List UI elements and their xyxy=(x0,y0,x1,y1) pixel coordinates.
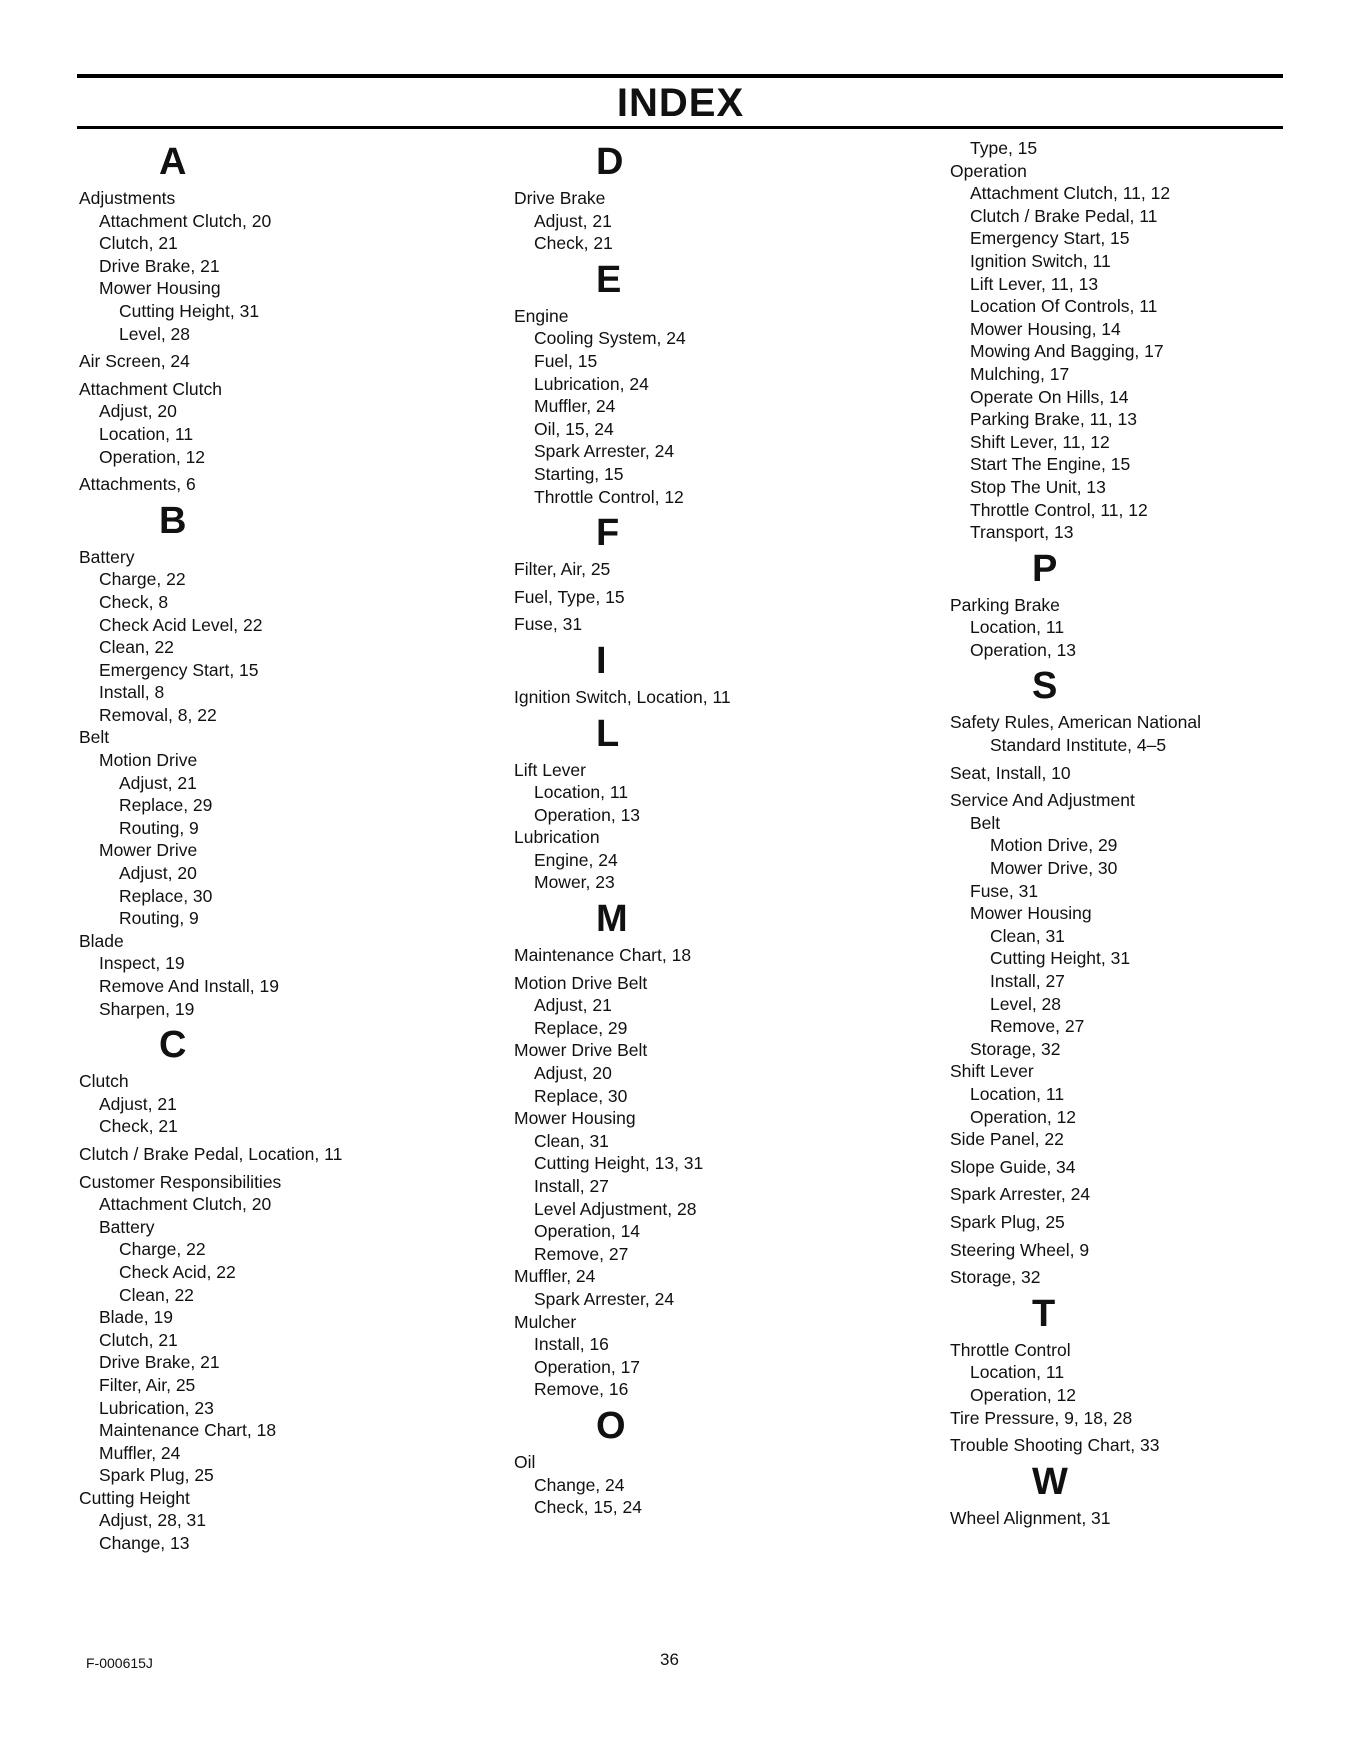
section-letter: D xyxy=(596,141,624,183)
index-subentry: Parking Brake, 11, 13 xyxy=(970,409,1137,430)
index-subentry: Clean, 22 xyxy=(99,637,174,658)
section-letter: E xyxy=(596,258,622,301)
index-subentry: Level, 28 xyxy=(119,323,191,344)
index-subentry: Spark Plug, 25 xyxy=(99,1465,214,1486)
index-subentry: Replace, 30 xyxy=(534,1085,628,1106)
index-entry: Lubrication xyxy=(514,827,600,848)
index-entry: Attachment Clutch xyxy=(79,378,222,399)
index-entry: Clutch / Brake Pedal, Location, 11 xyxy=(79,1143,343,1164)
index-entry: Engine xyxy=(514,305,569,326)
index-subentry: Location, 11 xyxy=(970,617,1065,638)
index-subentry: Muffler, 24 xyxy=(99,1442,181,1463)
index-subentry: Check Acid Level, 22 xyxy=(99,614,263,635)
index-entry: Fuse, 31 xyxy=(514,614,583,635)
index-entry: Side Panel, 22 xyxy=(950,1129,1064,1150)
index-subentry: Adjust, 20 xyxy=(99,401,177,422)
index-subentry: Change, 13 xyxy=(99,1533,190,1554)
index-subentry: Mower Housing xyxy=(99,278,221,299)
index-subentry: Mowing And Bagging, 17 xyxy=(970,341,1164,362)
index-subentry: Lubrication, 23 xyxy=(99,1397,214,1418)
index-subentry: Clean, 31 xyxy=(990,925,1065,946)
index-subentry: Blade, 19 xyxy=(99,1307,173,1328)
index-subentry: Check, 15, 24 xyxy=(534,1497,642,1518)
index-entry: Cutting Height xyxy=(79,1487,190,1508)
section-letter: O xyxy=(596,1404,626,1447)
index-entry: Steering Wheel, 9 xyxy=(950,1239,1090,1260)
index-subentry: Location, 11 xyxy=(970,1083,1065,1104)
index-subentry: Muffler, 24 xyxy=(534,396,616,417)
section-letter: T xyxy=(1032,1292,1056,1335)
index-subentry: Storage, 32 xyxy=(970,1038,1061,1059)
section-letter: W xyxy=(1032,1460,1068,1503)
index-subentry: Check Acid, 22 xyxy=(119,1261,236,1282)
document-code: F-000615J xyxy=(86,1655,153,1671)
index-subentry: Clean, 31 xyxy=(534,1130,609,1151)
index-subentry: Mower Drive xyxy=(99,840,198,861)
index-entry: Parking Brake xyxy=(950,594,1060,615)
index-subentry: Start The Engine, 15 xyxy=(970,454,1131,475)
section-letter: B xyxy=(159,499,187,542)
index-entry: Mower Housing xyxy=(514,1108,636,1129)
index-subentry: Operate On Hills, 14 xyxy=(970,386,1129,407)
index-entry: Belt xyxy=(79,727,110,748)
index-subentry: Lubrication, 24 xyxy=(534,373,649,394)
index-entry: Customer Responsibilities xyxy=(79,1171,282,1192)
index-subentry: Adjust, 28, 31 xyxy=(99,1510,207,1531)
index-subentry: Adjust, 21 xyxy=(534,995,612,1016)
index-subentry: Ignition Switch, 11 xyxy=(970,250,1111,271)
index-subentry: Location Of Controls, 11 xyxy=(970,296,1158,317)
index-entry: Battery xyxy=(79,546,135,567)
index-subentry: Oil, 15, 24 xyxy=(534,418,614,439)
index-subentry: Replace, 30 xyxy=(119,885,213,906)
index-subentry: Filter, Air, 25 xyxy=(99,1374,196,1395)
index-entry: Oil xyxy=(514,1451,536,1472)
index-subentry: Sharpen, 19 xyxy=(99,998,195,1019)
index-subentry: Remove, 27 xyxy=(534,1243,629,1264)
index-entry: Drive Brake xyxy=(514,188,606,208)
index-subentry: Attachment Clutch, 20 xyxy=(99,210,272,231)
index-subentry: Emergency Start, 15 xyxy=(970,228,1130,249)
index-entry: Spark Plug, 25 xyxy=(950,1211,1065,1232)
index-column-3 xyxy=(950,137,1350,1529)
index-entry: Fuel, Type, 15 xyxy=(514,586,625,607)
index-subentry: Routing, 9 xyxy=(119,817,199,838)
index-entry: Spark Arrester, 24 xyxy=(950,1184,1091,1205)
index-subentry: Install, 27 xyxy=(534,1176,609,1196)
section-letter: S xyxy=(1032,665,1058,708)
index-subentry: Maintenance Chart, 18 xyxy=(99,1420,277,1441)
section-letter: L xyxy=(596,712,620,755)
index-subentry: Cutting Height, 31 xyxy=(119,300,260,321)
index-entry: Ignition Switch, Location, 11 xyxy=(514,686,731,707)
index-subentry: Check, 21 xyxy=(534,233,613,254)
index-subentry: Operation, 13 xyxy=(534,804,641,825)
index-column-2 xyxy=(514,137,934,1519)
index-entry: Slope Guide, 34 xyxy=(950,1156,1076,1177)
index-entry: Tire Pressure, 9, 18, 28 xyxy=(950,1407,1133,1428)
top-rule xyxy=(77,74,1283,78)
index-subentry: Replace, 29 xyxy=(534,1017,628,1038)
index-subentry: Inspect, 19 xyxy=(99,953,185,974)
index-subentry: Replace, 29 xyxy=(119,795,213,816)
index-entry: Mulcher xyxy=(514,1311,577,1332)
section-letter: A xyxy=(159,141,187,183)
index-subentry: Type, 15 xyxy=(970,138,1038,158)
index-subentry: Drive Brake, 21 xyxy=(99,255,220,276)
index-subentry: Check, 8 xyxy=(99,591,169,612)
index-subentry: Check, 21 xyxy=(99,1116,178,1137)
page-number: 36 xyxy=(660,1650,679,1669)
index-subentry: Install, 16 xyxy=(534,1334,609,1355)
index-subentry: Routing, 9 xyxy=(119,908,199,929)
index-entry: Lift Lever xyxy=(514,759,586,780)
index-subentry: Charge, 22 xyxy=(99,569,186,590)
index-subentry: Mower Drive, 30 xyxy=(990,858,1118,879)
index-entry: Wheel Alignment, 31 xyxy=(950,1507,1111,1528)
index-entry: Filter, Air, 25 xyxy=(514,559,611,580)
index-subentry: Operation, 12 xyxy=(970,1384,1077,1405)
index-subentry: Belt xyxy=(970,812,1001,833)
index-entry: Trouble Shooting Chart, 33 xyxy=(950,1435,1160,1456)
index-subentry: Mower Housing, 14 xyxy=(970,318,1121,339)
index-subentry: Cutting Height, 13, 31 xyxy=(534,1153,704,1174)
index-subentry: Adjust, 21 xyxy=(119,772,197,793)
index-subentry: Emergency Start, 15 xyxy=(99,659,259,680)
index-subentry: Motion Drive xyxy=(99,750,198,771)
index-subentry: Shift Lever, 11, 12 xyxy=(970,431,1110,452)
index-subentry: Remove, 16 xyxy=(534,1379,629,1400)
index-subentry: Remove, 27 xyxy=(990,1016,1085,1037)
index-subentry: Operation, 17 xyxy=(534,1356,641,1377)
index-subentry: Location, 11 xyxy=(99,423,194,444)
index-subentry: Adjust, 21 xyxy=(534,210,612,231)
index-subentry: Remove And Install, 19 xyxy=(99,976,279,996)
index-subentry: Drive Brake, 21 xyxy=(99,1352,220,1373)
index-subentry: Mulching, 17 xyxy=(970,363,1070,384)
index-subentry: Install, 8 xyxy=(99,682,165,703)
index-entry: Clutch xyxy=(79,1071,129,1092)
index-entry: Operation xyxy=(950,160,1027,181)
index-subentry: Clutch, 21 xyxy=(99,233,178,254)
index-subentry: Throttle Control, 11, 12 xyxy=(970,499,1148,520)
index-entry: Safety Rules, American National xyxy=(950,712,1201,733)
index-entry: Throttle Control xyxy=(950,1339,1071,1360)
index-subentry: Attachment Clutch, 11, 12 xyxy=(970,183,1171,204)
index-entry: Air Screen, 24 xyxy=(79,351,190,372)
index-subentry: Standard Institute, 4–5 xyxy=(990,735,1167,756)
index-subentry: Cooling System, 24 xyxy=(534,328,686,349)
index-subentry: Battery xyxy=(99,1216,155,1237)
index-subentry: Motion Drive, 29 xyxy=(990,835,1118,856)
index-subentry: Operation, 14 xyxy=(534,1221,641,1242)
section-letter: C xyxy=(159,1024,187,1067)
index-subentry: Mower, 23 xyxy=(534,872,615,893)
index-subentry: Location, 11 xyxy=(970,1362,1065,1383)
index-entry: Shift Lever xyxy=(950,1061,1034,1082)
index-subentry: Cutting Height, 31 xyxy=(990,948,1131,969)
index-subentry: Clutch / Brake Pedal, 11 xyxy=(970,205,1158,226)
index-subentry: Attachment Clutch, 20 xyxy=(99,1194,272,1215)
index-subentry: Spark Arrester, 24 xyxy=(534,441,675,462)
index-entry: Service And Adjustment xyxy=(950,790,1135,811)
index-entry: Motion Drive Belt xyxy=(514,972,648,993)
index-subentry: Operation, 12 xyxy=(99,446,206,467)
index-subentry: Fuse, 31 xyxy=(970,880,1039,901)
index-entry: Attachments, 6 xyxy=(79,474,196,495)
index-subentry: Level Adjustment, 28 xyxy=(534,1198,697,1219)
index-subentry: Install, 27 xyxy=(990,971,1065,991)
index-subentry: Lift Lever, 11, 13 xyxy=(970,273,1099,294)
index-subentry: Starting, 15 xyxy=(534,463,624,484)
index-subentry: Clutch, 21 xyxy=(99,1329,178,1350)
index-subentry: Clean, 22 xyxy=(119,1284,194,1305)
index-subentry: Level, 28 xyxy=(990,993,1062,1014)
page-title: INDEX xyxy=(616,81,745,125)
section-letter: I xyxy=(596,639,607,682)
index-entry: Mower Drive Belt xyxy=(514,1040,648,1061)
index-subentry: Throttle Control, 12 xyxy=(534,486,684,507)
section-letter: F xyxy=(596,512,620,555)
index-entry: Blade xyxy=(79,930,124,951)
index-entry: Storage, 32 xyxy=(950,1267,1041,1288)
index-entry: Adjustments xyxy=(79,188,176,208)
index-subentry: Mower Housing xyxy=(970,903,1092,924)
section-letter: M xyxy=(596,898,628,941)
index-subentry: Spark Arrester, 24 xyxy=(534,1288,675,1309)
index-subentry: Transport, 13 xyxy=(970,522,1074,543)
index-subentry: Adjust, 20 xyxy=(534,1063,612,1084)
index-subentry: Operation, 12 xyxy=(970,1106,1077,1127)
title-underline xyxy=(77,126,1283,129)
index-subentry: Change, 24 xyxy=(534,1474,625,1495)
index-subentry: Adjust, 20 xyxy=(119,863,197,884)
section-letter: P xyxy=(1032,547,1058,590)
index-subentry: Adjust, 21 xyxy=(99,1093,177,1114)
index-entry: Maintenance Chart, 18 xyxy=(514,945,692,966)
index-subentry: Charge, 22 xyxy=(119,1239,206,1260)
index-subentry: Stop The Unit, 13 xyxy=(970,476,1106,497)
index-column-1 xyxy=(79,137,499,1555)
index-entry: Seat, Install, 10 xyxy=(950,762,1071,783)
index-subentry: Location, 11 xyxy=(534,782,629,803)
index-subentry: Fuel, 15 xyxy=(534,350,598,371)
index-entry: Muffler, 24 xyxy=(514,1266,596,1287)
index-subentry: Engine, 24 xyxy=(534,849,618,870)
index-subentry: Operation, 13 xyxy=(970,639,1077,660)
index-subentry: Removal, 8, 22 xyxy=(99,704,217,725)
